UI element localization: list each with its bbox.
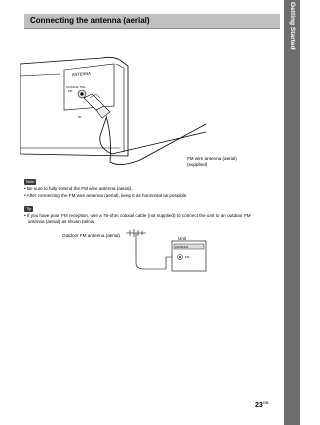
outdoor-antenna-label: Outdoor FM antenna (aerial) xyxy=(62,233,120,238)
tip-line-2: antenna (aerial) as shown below. xyxy=(28,219,96,224)
fm-antenna-label-line1: FM wire antenna (aerial) xyxy=(187,156,237,161)
section-title: Connecting the antenna (aerial) xyxy=(30,16,150,25)
terminal-label: COAXIAL 75Ω xyxy=(66,85,86,89)
side-tab xyxy=(284,0,300,425)
rear-panel-label: ANTENNA xyxy=(71,70,92,77)
antenna-connection-illustration xyxy=(20,36,280,176)
tip-badge: Tip xyxy=(26,206,32,211)
fm-antenna-label-line2: (supplied) xyxy=(187,162,208,167)
page-number-suffix: GB xyxy=(262,400,269,405)
note-item-2: • After connecting the FM wire antenna (aerial), keep it as horizontal as possible. xyxy=(24,193,188,198)
side-tab-label: Getting Started xyxy=(289,2,296,50)
note-badge: Note xyxy=(26,179,35,184)
page-number-value: 23 xyxy=(255,402,263,409)
terminal-sub-label: FM xyxy=(68,89,73,93)
unit-terminal-label: FM xyxy=(185,255,190,259)
connector-or-label: or xyxy=(78,114,82,119)
outdoor-antenna-icon xyxy=(126,229,146,249)
outdoor-antenna-illustration xyxy=(120,227,230,277)
tip-line-1: • If you have poor FM reception, use a 75-ohm coaxial cable (not supplied) to connect the unit to an outdoor FM xyxy=(24,213,251,218)
page-number xyxy=(255,400,269,409)
unit-panel-label: ANTENNA xyxy=(175,245,189,249)
note-item-1: • Be sure to fully extend the FM wire antenna (aerial). xyxy=(24,186,133,191)
section-header xyxy=(24,14,280,29)
unit-label: Unit xyxy=(178,236,187,241)
